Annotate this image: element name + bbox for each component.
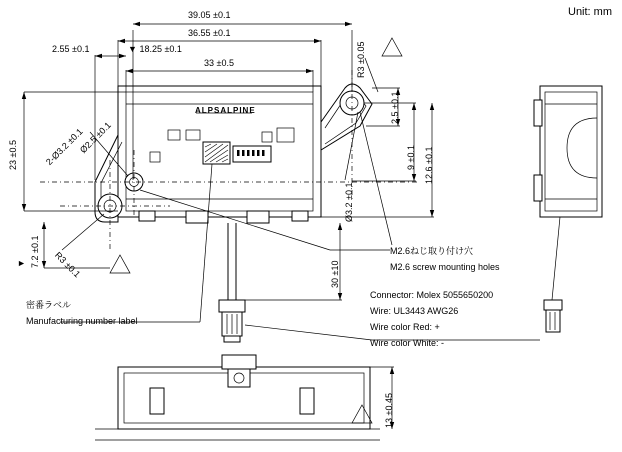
dim-left-height-value: 23 [8, 159, 18, 170]
dim-hole-left2-value: Ø2.5 [78, 134, 99, 156]
screw-note-jp: M2.6ねじ取り付け穴 [390, 246, 474, 256]
dim-hole-left-tol: ±0.1 [65, 126, 85, 146]
dim-right-9 [406, 145, 416, 170]
connector-note: Connector: Molex 5055650200 [370, 290, 494, 300]
dim-right-25-value: 2.5 [390, 111, 400, 124]
dim-right-25-tol: ±0.1 [390, 91, 400, 109]
dim-left-offset [52, 44, 90, 54]
dim-second-overall-value: 36.55 [188, 28, 211, 38]
dim-left-offset-tol: ±0.1 [72, 44, 90, 54]
dim-r3-left-value: R3 [52, 250, 69, 266]
dim-wire-len [330, 261, 340, 288]
dim-hole-left-value: 2-Ø3.2 [44, 140, 71, 168]
dim-right-9-tol: ±0.1 [406, 145, 416, 163]
dim-inner-width-value: 33 [204, 58, 215, 68]
dim-left-offset-value: 2.55 [52, 44, 70, 54]
label-note-jp: 密番ラベル [26, 300, 72, 310]
dim-hole-right-tol: ±0.1 [344, 182, 354, 200]
dim-top-overall-value: 39.05 [188, 10, 211, 20]
dim-bottom-left-value: 7.2 [30, 255, 40, 268]
dim-right-126-value: 12.6 [424, 166, 434, 184]
dim-datum-18 [128, 44, 182, 54]
unit-note: Unit: mm [568, 6, 612, 18]
dim-left-height [8, 140, 18, 170]
dim-wire-len-tol: ±10 [330, 260, 340, 276]
dim-bottom-left [30, 236, 40, 268]
dim-r3-right-value: R3 [356, 66, 366, 78]
dim-top-overall-tol: ±0.1 [213, 10, 231, 20]
brand-mark: ALPSALPINE [195, 106, 256, 115]
dim-right-9-value: 9 [406, 164, 416, 170]
dim-bottom-left-tol: ±0.1 [30, 235, 40, 253]
dim-right-126-tol: ±0.1 [424, 146, 434, 164]
dim-left-height-tol: ±0.5 [8, 140, 18, 158]
wire-white-note: Wire color White: - [370, 338, 445, 348]
dim-right-126 [424, 147, 434, 185]
label-note-en: Manufacturing number label [26, 316, 138, 326]
dim-r3-right [356, 42, 366, 79]
dim-second-overall [188, 28, 231, 38]
dim-wire-len-value: 30 [330, 277, 340, 288]
wire-note: Wire: UL3443 AWG26 [370, 306, 459, 316]
dim-side-height-tol: ±0.45 [384, 393, 394, 416]
dim-r3-right-tol: ±0.05 [356, 41, 366, 64]
triangle-down-icon: ▼ [128, 44, 137, 54]
dim-inner-width [204, 58, 234, 68]
dim-inner-width-tol: ±0.5 [216, 58, 234, 68]
dim-datum-18-value: 18.25 [139, 44, 162, 54]
dim-hole-left2-tol: ±0.1 [93, 120, 113, 140]
wire-red-note: Wire color Red: + [370, 322, 440, 332]
dim-hole-right-value: Ø3.2 [344, 202, 354, 222]
dim-side-height-value: 13 [384, 417, 394, 428]
screw-note-en: M2.6 screw mounting holes [390, 262, 500, 272]
datum-mark-left [16, 259, 26, 268]
dim-datum-18-tol: ±0.1 [164, 44, 182, 54]
dim-second-overall-tol: ±0.1 [213, 28, 231, 38]
dim-hole-right [344, 183, 354, 222]
triangle-down-icon-left: ▼ [16, 259, 26, 268]
dim-right-25 [390, 92, 400, 124]
dim-r3-left-tol: ±0.1 [62, 259, 83, 280]
dim-side-height [384, 393, 394, 428]
dim-top-overall [188, 10, 231, 20]
